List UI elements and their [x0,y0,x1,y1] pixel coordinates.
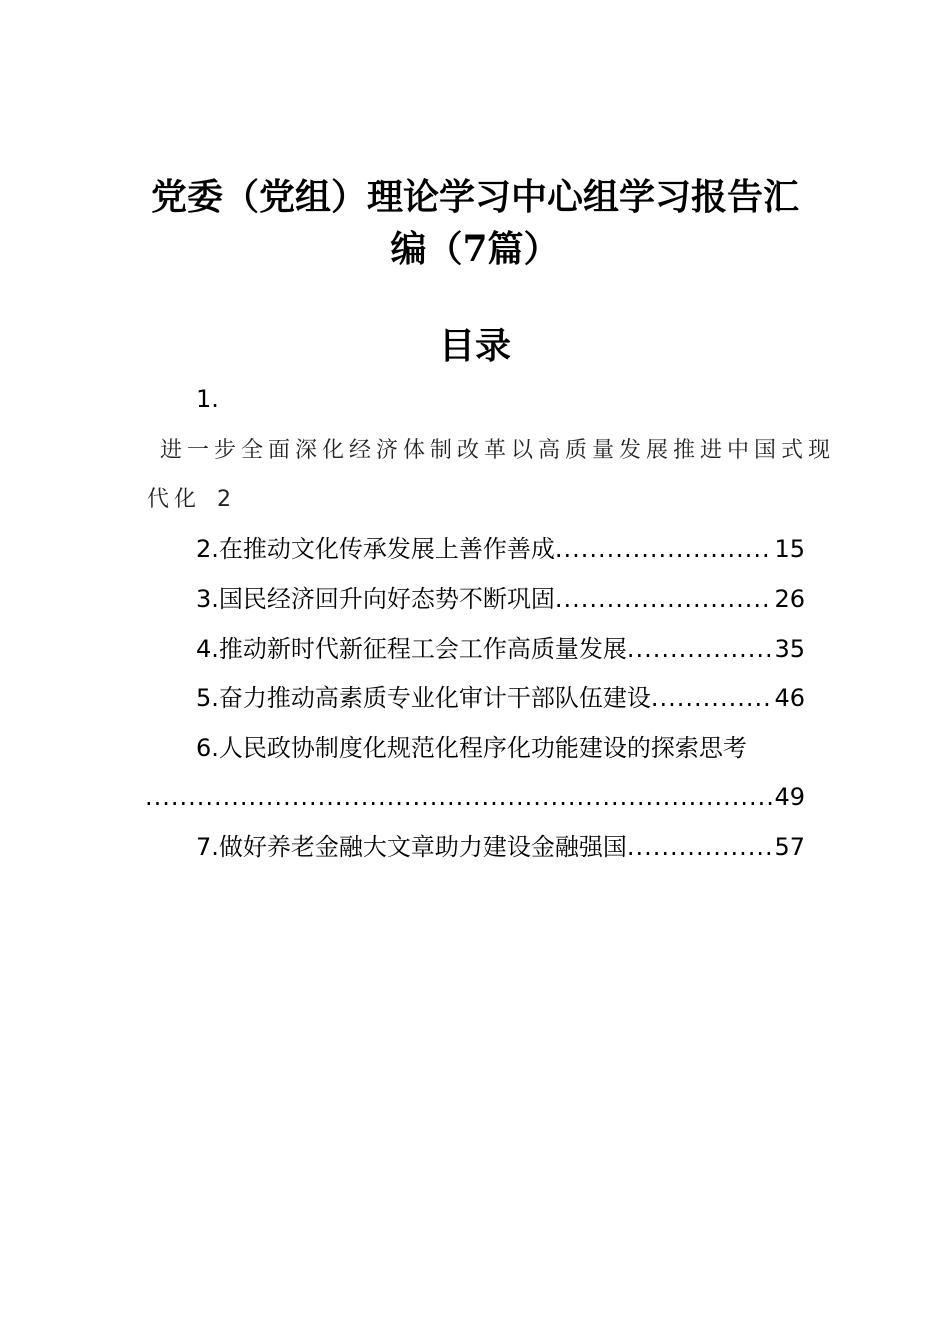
toc-item-7-leader [627,831,773,863]
toc-item-1-number[interactable]: 1. [196,385,219,413]
toc-item-5-leader [651,682,773,714]
toc-item-3[interactable] [196,583,805,615]
toc-item-3-text: 3.国民经济回升向好态势不断巩固 [196,585,555,613]
toc-item-4-page: 35 [774,635,805,663]
toc-item-1-page: 2 [217,487,232,512]
toc-item-6-page: 49 [774,783,805,811]
toc-item-5-text: 5.奋力推动高素质专业化审计干部队伍建设 [196,684,651,712]
toc-item-6-leader-line[interactable] [145,781,805,813]
document-title-line-1: 党委（党组）理论学习中心组学习报告汇 [150,176,799,218]
toc-heading: 目录 [438,325,511,367]
toc-item-4[interactable] [196,633,805,665]
toc-item-6-text[interactable]: 6.人民政协制度化规范化程序化功能建设的探索思考 [196,734,747,762]
toc-item-3-page: 26 [774,585,805,613]
toc-item-4-leader [627,633,773,665]
toc-item-7-page: 57 [774,833,805,861]
toc-item-1-text-line-2[interactable] [147,485,231,515]
document-title-line-2: 编（7篇） [390,228,560,270]
toc-item-1-text-continuation: 代化 [147,487,202,512]
toc-item-7[interactable] [196,831,805,863]
toc-item-4-text: 4.推动新时代新征程工会工作高质量发展 [196,635,627,663]
toc-item-6-leader [145,781,774,813]
toc-item-2[interactable] [196,533,805,565]
toc-item-2-leader [555,533,773,565]
toc-item-7-text: 7.做好养老金融大文章助力建设金融强国 [196,833,627,861]
toc-item-3-leader [555,583,773,615]
toc-item-2-page: 15 [774,535,805,563]
toc-item-1-text-line-1[interactable]: 进一步全面深化经济体制改革以高质量发展推进中国式现 [160,438,836,463]
toc-item-5-page: 46 [774,684,805,712]
toc-item-5[interactable] [196,682,805,714]
toc-item-2-text: 2.在推动文化传承发展上善作善成 [196,535,555,563]
